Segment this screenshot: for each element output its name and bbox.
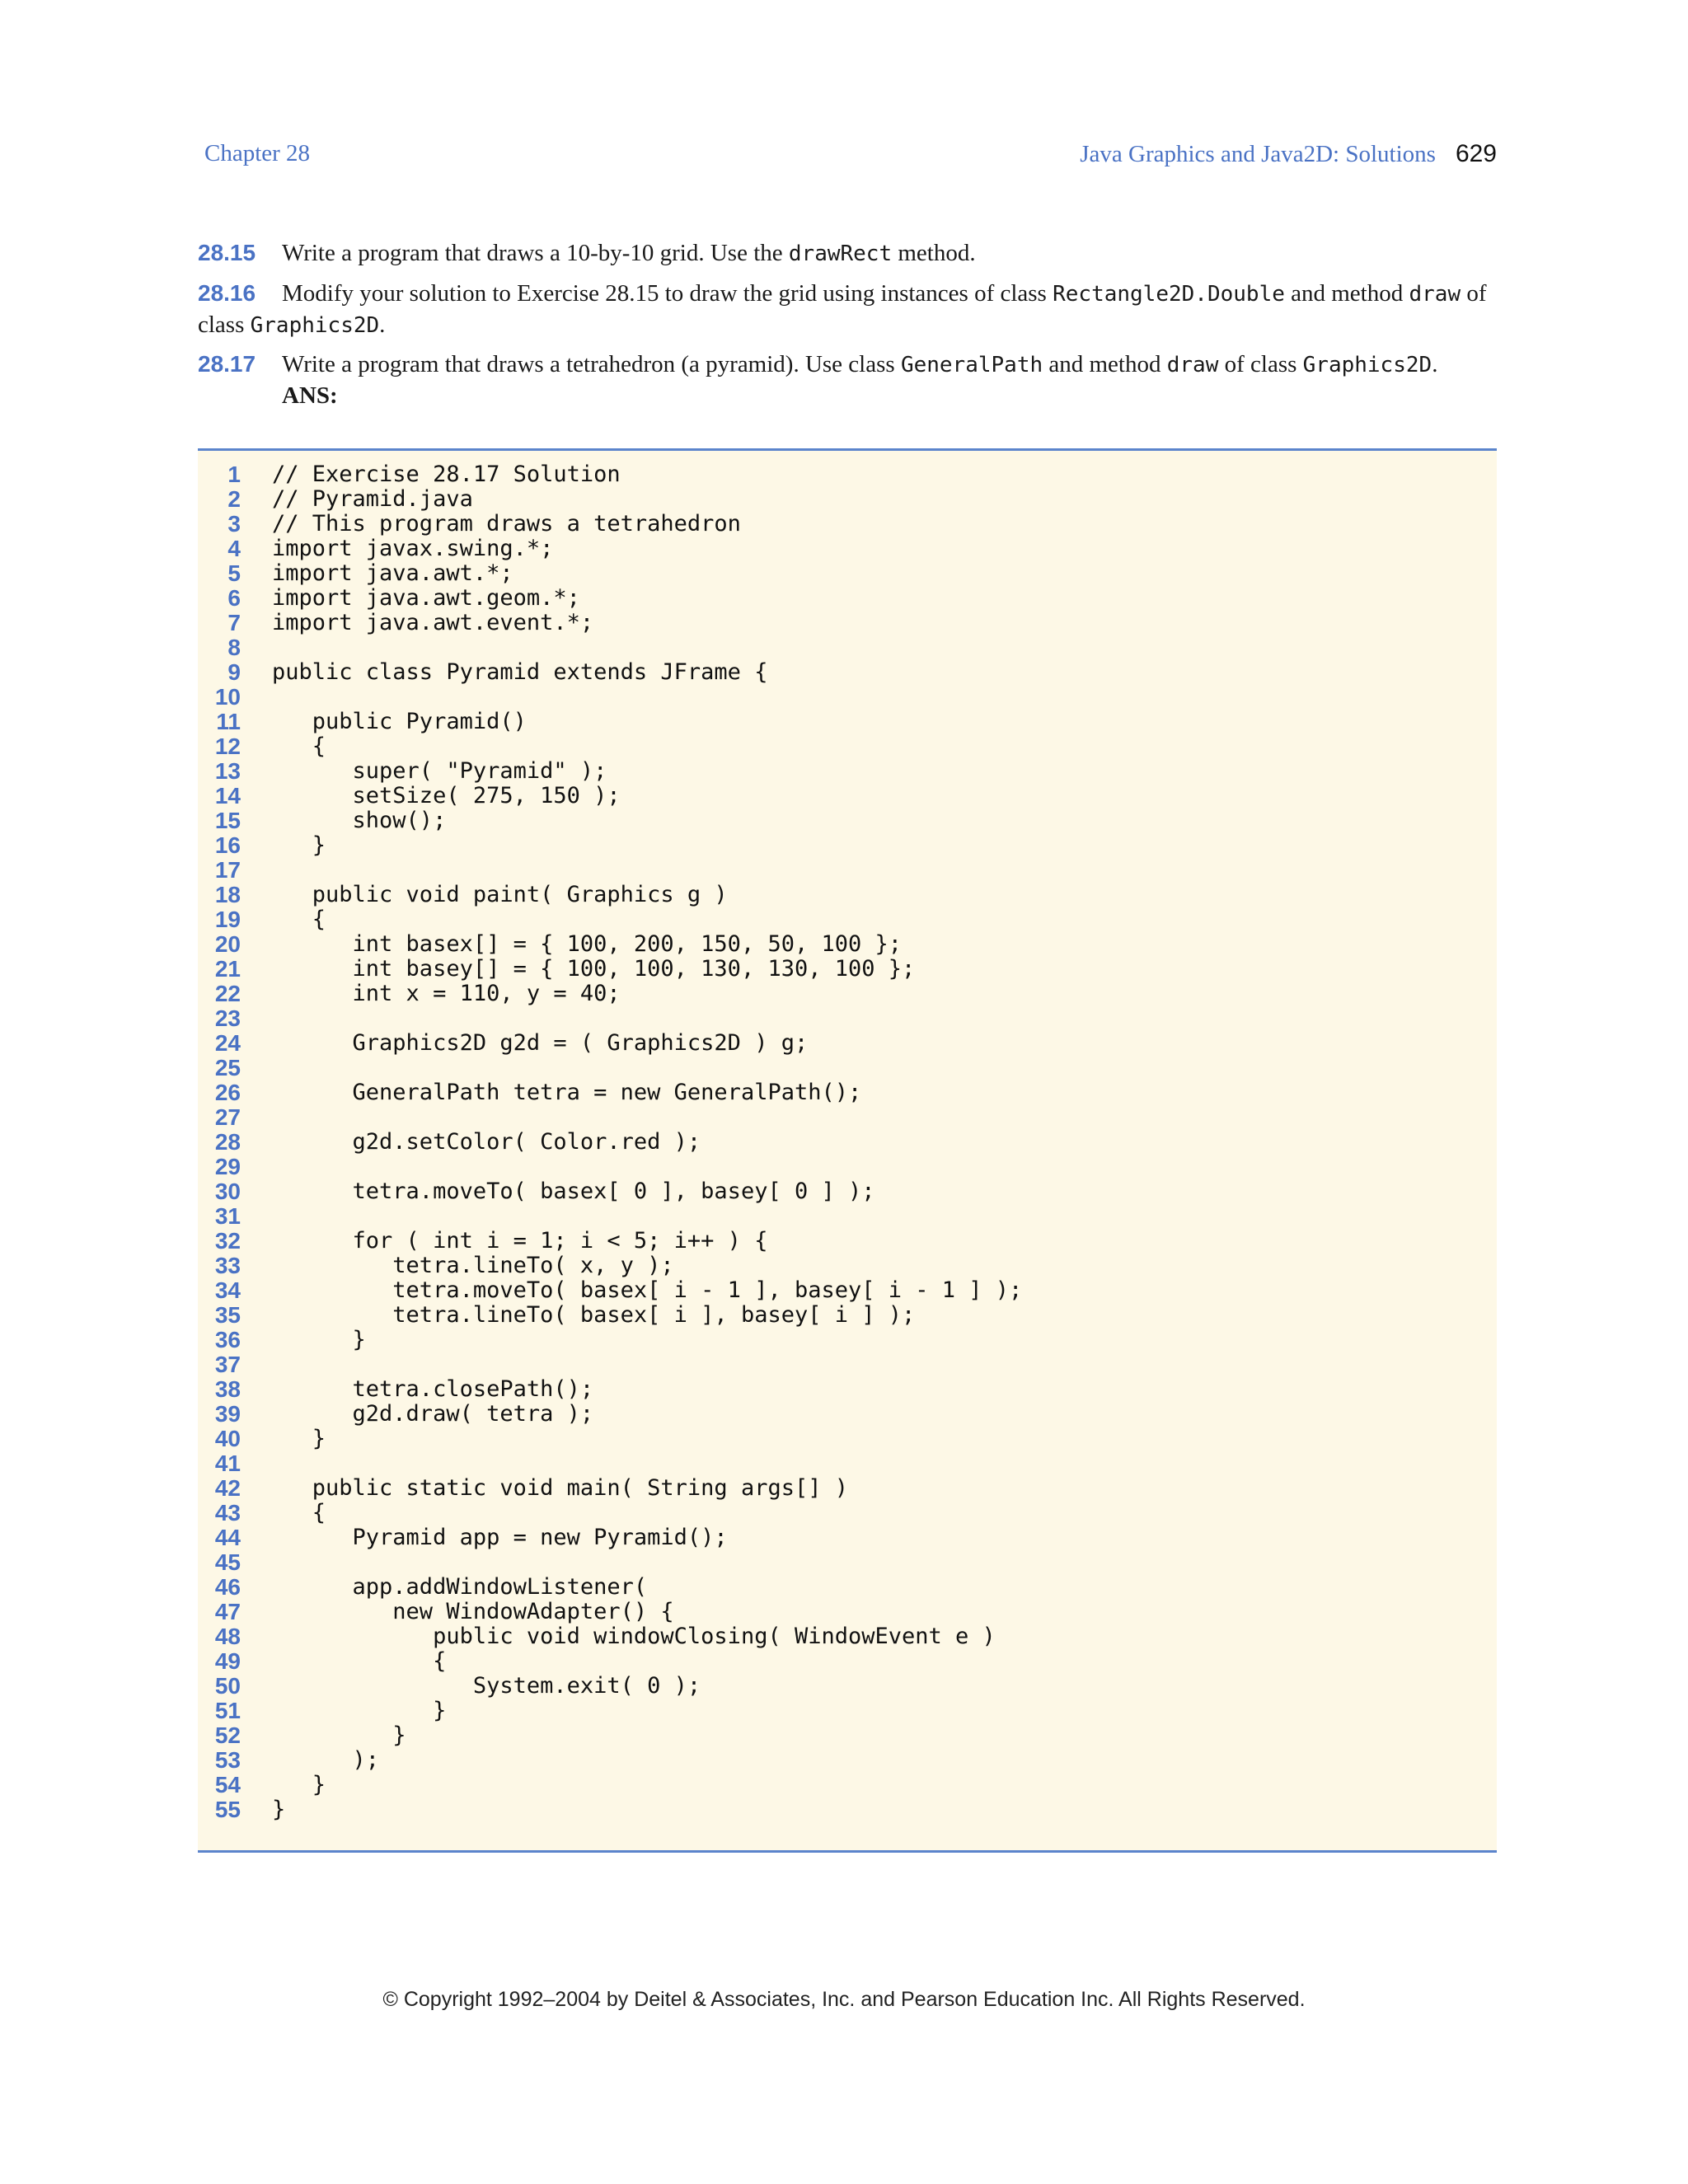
- copyright-footer: © Copyright 1992–2004 by Deitel & Associates, Inc. and Pearson Education Inc. All Rights Reserved.: [382, 1988, 1306, 2011]
- code-line: [198, 1080, 1497, 1105]
- answer-label: ANS:: [282, 382, 338, 409]
- exercise-text: Write a program that draws a tetrahedron (a pyramid). Use class: [282, 351, 901, 377]
- code-line: [198, 1056, 1497, 1080]
- line-number: 2: [227, 486, 241, 512]
- code-text: Pyramid app = new Pyramid();: [272, 1525, 728, 1550]
- code-ref: GeneralPath: [900, 353, 1043, 377]
- code-line: [198, 883, 1497, 907]
- code-text: super( "Pyramid" );: [272, 758, 607, 784]
- exercise-text: and method: [1043, 351, 1167, 377]
- code-text: for ( int i = 1; i < 5; i++ ) {: [272, 1228, 768, 1254]
- line-number: 18: [214, 882, 241, 907]
- code-text: int basex[] = { 100, 200, 150, 50, 100 };: [272, 931, 903, 957]
- line-number: 40: [214, 1426, 241, 1451]
- code-text: tetra.lineTo( x, y );: [272, 1253, 674, 1278]
- code-text: );: [272, 1747, 380, 1773]
- code-line: [198, 1773, 1497, 1797]
- line-number: 42: [214, 1475, 241, 1501]
- line-number: 41: [214, 1451, 241, 1476]
- code-text: public class Pyramid extends JFrame {: [272, 659, 768, 685]
- line-number: 30: [214, 1179, 241, 1204]
- line-number: 7: [227, 610, 241, 635]
- code-line: [198, 1575, 1497, 1600]
- line-number: 14: [214, 783, 241, 808]
- code-line: [198, 1427, 1497, 1451]
- code-text: import javax.swing.*;: [272, 536, 554, 561]
- code-text: g2d.setColor( Color.red );: [272, 1129, 701, 1155]
- line-number: 23: [214, 1005, 241, 1031]
- code-line: [198, 586, 1497, 611]
- line-number: 45: [214, 1549, 241, 1575]
- line-number: 34: [214, 1277, 241, 1303]
- code-line: [198, 462, 1497, 487]
- code-line: [198, 1229, 1497, 1254]
- code-line: [198, 982, 1497, 1006]
- line-number: 24: [214, 1030, 241, 1056]
- code-line: [198, 957, 1497, 982]
- line-number: 55: [214, 1797, 241, 1822]
- exercise-text: of class: [198, 280, 1487, 338]
- code-text: import java.awt.geom.*;: [272, 585, 580, 611]
- code-line: [198, 784, 1497, 808]
- line-number: 13: [214, 758, 241, 784]
- exercise-28-15: [198, 237, 1497, 269]
- code-text: System.exit( 0 );: [272, 1673, 701, 1699]
- line-number: 1: [227, 462, 241, 487]
- code-text: {: [272, 907, 326, 932]
- code-text: public Pyramid(): [272, 709, 527, 734]
- code-ref: Rectangle2D.Double: [1053, 282, 1285, 307]
- code-text: // Exercise 28.17 Solution: [272, 462, 621, 487]
- code-line: [198, 1797, 1497, 1822]
- line-number: 46: [214, 1574, 241, 1600]
- code-line: [198, 1526, 1497, 1550]
- code-line: [198, 1352, 1497, 1377]
- code-text: // Pyramid.java: [272, 486, 473, 512]
- code-text: import java.awt.event.*;: [272, 610, 594, 635]
- code-line: [198, 1377, 1497, 1402]
- code-line: [198, 1649, 1497, 1674]
- exercise-text: Modify your solution to Exercise 28.15 to draw the grid using instances of class: [282, 280, 1053, 307]
- line-number: 22: [214, 981, 241, 1006]
- line-number: 52: [214, 1722, 241, 1748]
- code-line: [198, 1006, 1497, 1031]
- code-text: }: [272, 1327, 366, 1352]
- line-number: 27: [214, 1104, 241, 1130]
- code-text: }: [272, 1772, 326, 1797]
- code-line: [198, 1476, 1497, 1501]
- code-line: [198, 1155, 1497, 1179]
- code-text: Graphics2D g2d = ( Graphics2D ) g;: [272, 1030, 809, 1056]
- line-number: 51: [214, 1698, 241, 1723]
- code-line: [198, 1451, 1497, 1476]
- line-number: 31: [214, 1203, 241, 1229]
- code-text: {: [272, 1500, 326, 1526]
- exercise-number: 28.17: [198, 351, 256, 377]
- code-text: tetra.closePath();: [272, 1376, 594, 1402]
- line-number: 39: [214, 1401, 241, 1427]
- code-text: // This program draws a tetrahedron: [272, 511, 741, 537]
- line-number: 43: [214, 1500, 241, 1526]
- code-ref: draw: [1166, 353, 1219, 377]
- code-ref: draw: [1409, 282, 1461, 307]
- line-number: 49: [214, 1648, 241, 1674]
- chapter-title: Java Graphics and Java2D: Solutions: [1080, 141, 1436, 167]
- code-text: show();: [272, 808, 447, 833]
- code-line: [198, 1748, 1497, 1773]
- page-header: [204, 140, 1497, 176]
- code-text: app.addWindowListener(: [272, 1574, 648, 1600]
- code-text: public void paint( Graphics g ): [272, 882, 728, 907]
- line-number: 6: [227, 585, 241, 611]
- code-ref: drawRect: [788, 241, 893, 266]
- code-text: tetra.lineTo( basex[ i ], basey[ i ] );: [272, 1302, 916, 1328]
- code-text: import java.awt.*;: [272, 560, 513, 586]
- exercise-text: Write a program that draws a 10-by-10 grid. Use the: [282, 240, 789, 266]
- line-number: 47: [214, 1599, 241, 1624]
- exercise-28-16: [198, 278, 1497, 341]
- code-line: [198, 1303, 1497, 1328]
- code-line: [198, 1723, 1497, 1748]
- code-text: public static void main( String args[] ): [272, 1475, 848, 1501]
- code-text: int x = 110, y = 40;: [272, 981, 621, 1006]
- code-line: [198, 635, 1497, 660]
- code-line: [198, 1550, 1497, 1575]
- code-line: [198, 808, 1497, 833]
- exercise-text: and method: [1284, 280, 1409, 307]
- code-line: [198, 1699, 1497, 1723]
- line-number: 19: [214, 907, 241, 932]
- code-line: [198, 1031, 1497, 1056]
- code-line: [198, 660, 1497, 685]
- exercise-text: of class: [1218, 351, 1303, 377]
- exercise-28-17: [198, 349, 1497, 411]
- code-listing: [198, 448, 1497, 1853]
- code-text: tetra.moveTo( basex[ 0 ], basey[ 0 ] );: [272, 1179, 875, 1204]
- line-number: 28: [214, 1129, 241, 1155]
- line-number: 53: [214, 1747, 241, 1773]
- exercise-text: method.: [892, 240, 976, 266]
- code-text: }: [272, 1698, 447, 1723]
- code-line: [198, 907, 1497, 932]
- code-line: [198, 1204, 1497, 1229]
- code-line: [198, 1278, 1497, 1303]
- code-line: [198, 512, 1497, 537]
- code-line: [198, 1179, 1497, 1204]
- code-text: int basey[] = { 100, 100, 130, 130, 100 };: [272, 956, 916, 982]
- line-number: 10: [214, 684, 241, 710]
- line-number: 8: [227, 635, 241, 660]
- code-line: [198, 537, 1497, 561]
- code-line: [198, 1254, 1497, 1278]
- code-text: {: [272, 733, 326, 759]
- line-number: 26: [214, 1080, 241, 1105]
- line-number: 29: [214, 1154, 241, 1179]
- code-line: [198, 833, 1497, 858]
- exercise-number: 28.16: [198, 280, 256, 306]
- code-line: [198, 611, 1497, 635]
- code-line: [198, 932, 1497, 957]
- exercise-text: .: [379, 312, 386, 338]
- code-line: [198, 734, 1497, 759]
- line-number: 21: [214, 956, 241, 982]
- line-number: 54: [214, 1772, 241, 1797]
- code-text: }: [272, 1797, 286, 1822]
- line-number: 4: [227, 536, 241, 561]
- code-text: new WindowAdapter() {: [272, 1599, 674, 1624]
- line-number: 33: [214, 1253, 241, 1278]
- code-line: [198, 858, 1497, 883]
- code-text: {: [272, 1648, 447, 1674]
- line-number: 35: [214, 1302, 241, 1328]
- code-line: [198, 1674, 1497, 1699]
- line-number: 32: [214, 1228, 241, 1254]
- code-line: [198, 1402, 1497, 1427]
- line-number: 15: [214, 808, 241, 833]
- code-text: }: [272, 1426, 326, 1451]
- code-line: [198, 487, 1497, 512]
- line-number: 11: [216, 709, 241, 734]
- code-text: tetra.moveTo( basex[ i - 1 ], basey[ i - 1 ] );: [272, 1277, 1023, 1303]
- line-number: 17: [214, 857, 241, 883]
- line-number: 9: [227, 659, 241, 685]
- exercise-text: .: [1432, 351, 1438, 377]
- exercise-number: 28.15: [198, 240, 256, 265]
- page-number: 629: [1455, 140, 1497, 167]
- code-text: }: [272, 1722, 406, 1748]
- line-number: 37: [214, 1352, 241, 1377]
- chapter-label: Chapter 28: [204, 140, 311, 166]
- line-number: 5: [227, 560, 241, 586]
- code-ref: Graphics2D: [250, 313, 380, 338]
- line-number: 16: [214, 832, 241, 858]
- code-ref: Graphics2D: [1302, 353, 1432, 377]
- line-number: 50: [214, 1673, 241, 1699]
- code-text: g2d.draw( tetra );: [272, 1401, 594, 1427]
- header-right: [1080, 140, 1497, 168]
- line-number: 44: [214, 1525, 241, 1550]
- line-number: 20: [214, 931, 241, 957]
- code-text: public void windowClosing( WindowEvent e ): [272, 1624, 996, 1649]
- line-number: 3: [227, 511, 241, 537]
- code-line: [198, 759, 1497, 784]
- code-text: GeneralPath tetra = new GeneralPath();: [272, 1080, 862, 1105]
- code-line: [198, 1130, 1497, 1155]
- line-number: 12: [214, 733, 241, 759]
- line-number: 36: [214, 1327, 241, 1352]
- line-number: 38: [214, 1376, 241, 1402]
- code-line: [198, 1105, 1497, 1130]
- code-line: [198, 1624, 1497, 1649]
- code-line: [198, 1328, 1497, 1352]
- code-line: [198, 1600, 1497, 1624]
- code-line: [198, 561, 1497, 586]
- line-number: 48: [214, 1624, 241, 1649]
- line-number: 25: [214, 1055, 241, 1080]
- code-line: [198, 1501, 1497, 1526]
- code-line: [198, 685, 1497, 710]
- code-line: [198, 710, 1497, 734]
- code-text: setSize( 275, 150 );: [272, 783, 621, 808]
- code-text: }: [272, 832, 326, 858]
